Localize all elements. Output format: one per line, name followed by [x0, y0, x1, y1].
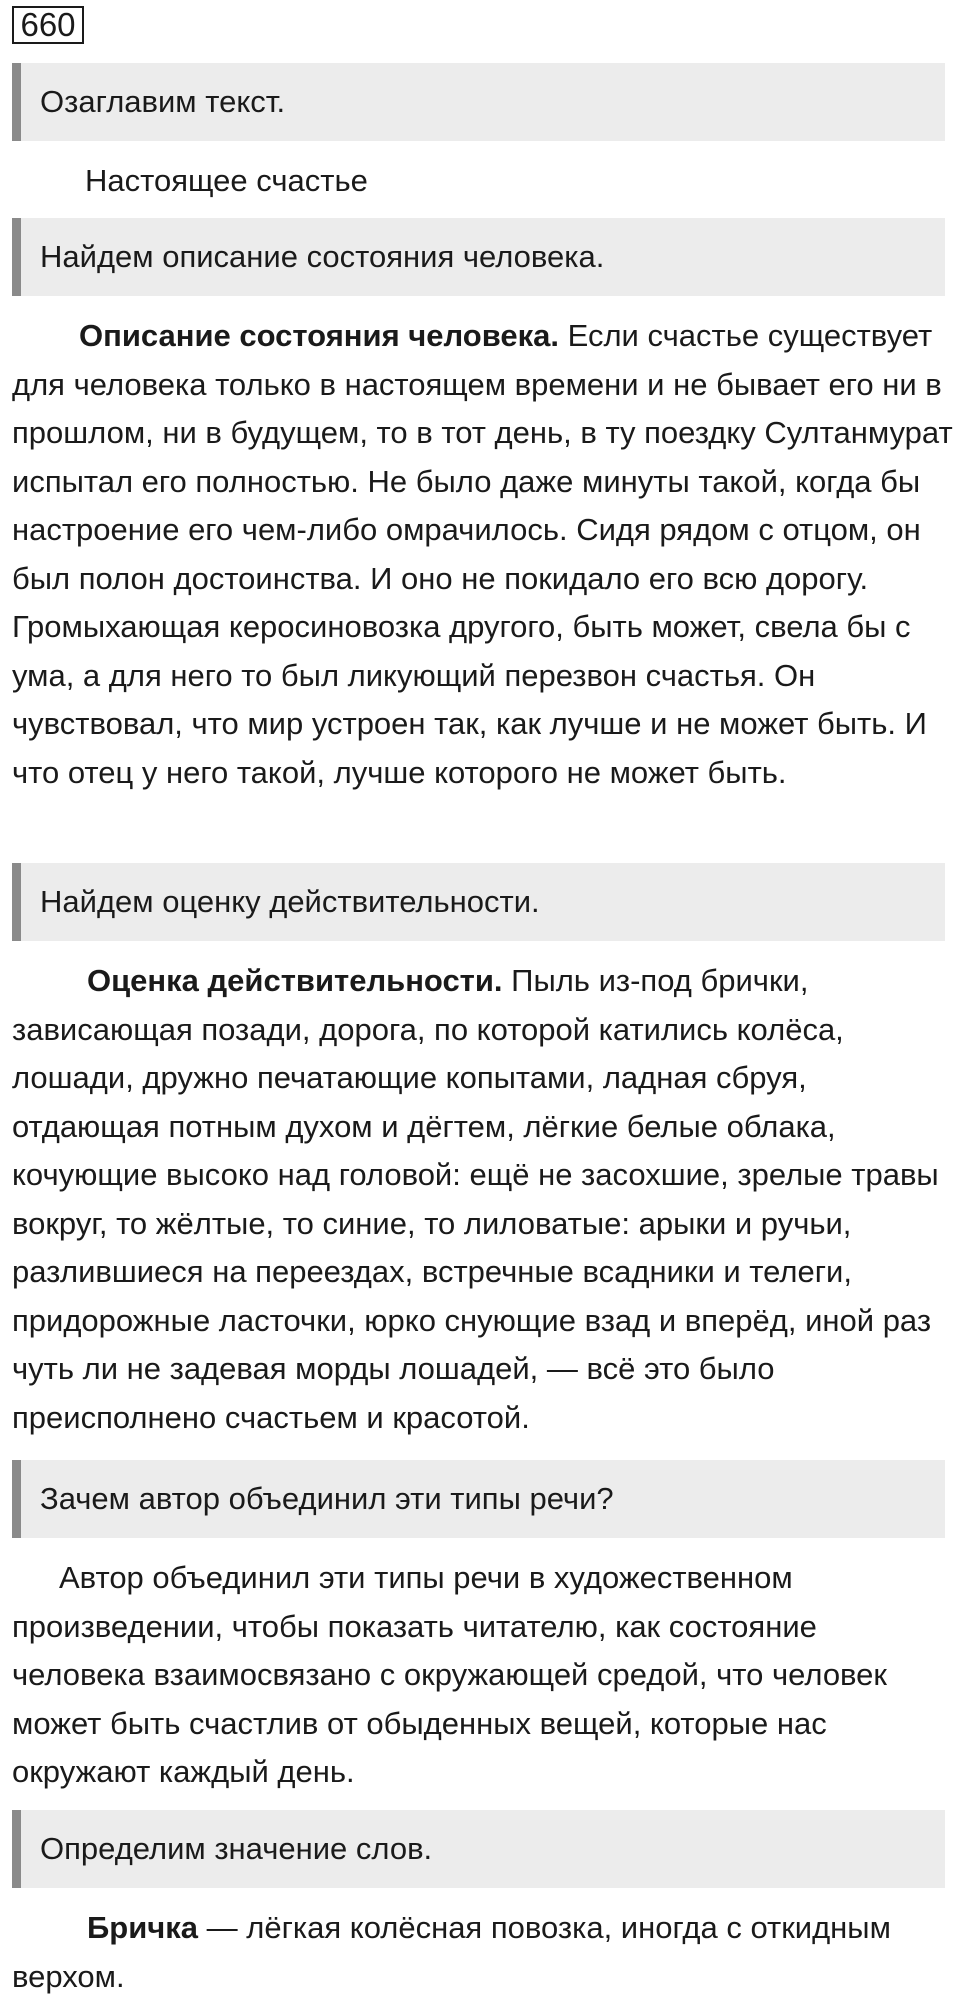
description-paragraph [12, 312, 957, 797]
evaluation-body: Пыль из-под брички, зависающая позади, дорога, по которой катились колёса, лошади, дружно печатающие копытами, ладная сбруя, отдающая потным духом и дёгтем, лёгкие белые облака, кочующие высоко над головой: ещё не засохшие, зрелые травы вокруг, то жёлтые, то синие, то лиловатые: арыки и ручьи, разлившиеся на переездах, встречные всадники и телеги, придорожные ласточки, юрко снующие взад и вперёд, иной раз чуть ли не задевая морды лошадей, — всё это было преисполнено счастьем и красотой. [12, 963, 939, 1435]
step-heading-description: Найдем описание состояния человека. [12, 218, 945, 296]
step-heading-vocabulary: Определим значение слов. [12, 1810, 945, 1888]
description-lead: Описание состояния человека. [79, 318, 559, 353]
step-heading-evaluation: Найдем оценку действительности. [12, 863, 945, 941]
vocabulary-definition: — лёгкая колёсная повозка, иногда с откидным верхом. [12, 1910, 891, 1994]
text-title: Настоящее счастье [85, 163, 368, 198]
answer-paragraph: Автор объединил эти типы речи в художественном произведении, чтобы показать читателю, как состояние человека взаимосвязано с окружающей средой, что человек может быть счастлив от обыденных вещей, которые нас окружают каждый день. [12, 1560, 887, 1789]
evaluation-lead: Оценка действительности. [87, 963, 503, 998]
vocabulary-paragraph [12, 1904, 957, 2001]
task-number: 660 [12, 6, 84, 44]
step-heading-title: Озаглавим текст. [12, 63, 945, 141]
description-body: Если счастье существует для человека только в настоящем времени и не бывает его ни в прошлом, ни в будущем, то в тот день, в ту поездку Султанмурат испытал его полностью. Не было даже минуты такой, когда бы настроение его чем-либо омрачилось. Сидя рядом с отцом, он был полон достоинства. И оно не покидало его всю дорогу. Громыхающая керосиновозка другого, быть может, свела бы с ума, а для него то был ликующий перезвон счастья. Он чувствовал, что мир устроен так, как лучше и не может быть. И что отец у него такой, лучше которого не может быть. [12, 318, 953, 790]
evaluation-paragraph [12, 957, 957, 1442]
step-heading-question: Зачем автор объединил эти типы речи? [12, 1460, 945, 1538]
vocabulary-term: Бричка [87, 1910, 199, 1945]
